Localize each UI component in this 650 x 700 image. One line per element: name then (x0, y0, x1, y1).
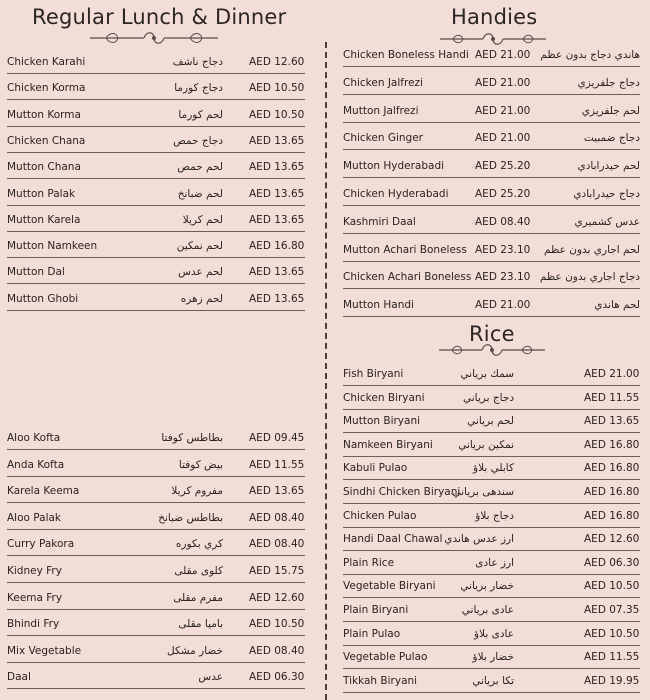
row-underline (343, 385, 640, 386)
item-name: Vegetable Biryani (343, 580, 436, 593)
row-underline (343, 621, 640, 622)
item-name-arabic: عدس كشميري (574, 215, 640, 228)
list-item (343, 390, 640, 410)
list-item (343, 508, 640, 528)
item-name-arabic: لحم زهره (180, 292, 223, 305)
item-price: AED 11.55 (584, 651, 640, 664)
item-name: Handi Daal Chawal (343, 533, 443, 546)
item-name: Mutton Achari Boneless (343, 243, 467, 256)
item-name-arabic: دجاج حيدرابادي (573, 188, 640, 200)
item-price: AED 13.65 (249, 187, 305, 200)
row-underline (7, 476, 305, 477)
row-underline (343, 122, 640, 123)
row-underline (343, 456, 640, 457)
item-price: AED 21.00 (475, 299, 531, 312)
item-price: AED 16.80 (584, 462, 640, 475)
item-name: Plain Biryani (343, 604, 409, 616)
item-name: Chicken Achari Boneless (343, 271, 472, 284)
item-name: Fish Biryani (343, 368, 404, 380)
item-name: Mutton Dal (7, 266, 65, 279)
item-price: AED 12.60 (249, 56, 305, 68)
title-ornament-icon (436, 341, 548, 359)
list-item (7, 212, 305, 232)
item-name: Kabuli Pulao (343, 462, 408, 475)
item-price: AED 10.50 (584, 580, 640, 593)
item-name-arabic: عادى برياني (461, 604, 514, 616)
item-name-arabic: خضار برياني (460, 580, 514, 593)
row-underline (343, 432, 640, 433)
row-underline (343, 527, 640, 528)
item-price: AED 08.40 (249, 538, 305, 551)
item-price: AED 21.00 (475, 76, 531, 89)
item-price: AED 13.65 (249, 485, 305, 498)
item-name: Namkeen Biryani (343, 438, 433, 451)
row-underline (343, 503, 640, 504)
row-underline (343, 550, 640, 551)
item-price: AED 16.80 (249, 240, 305, 253)
item-name-arabic: دجاج ضمبيت (583, 132, 640, 145)
item-price: AED 13.65 (584, 415, 640, 428)
row-underline (343, 409, 640, 410)
list-item (7, 291, 305, 311)
item-price: AED 25.20 (475, 188, 531, 200)
list-item (7, 536, 305, 556)
row-underline (7, 609, 305, 610)
item-price: AED 16.80 (584, 438, 640, 451)
item-name-arabic: بطاطس ضبانخ (158, 511, 223, 524)
row-underline (7, 152, 305, 153)
item-price: AED 15.75 (249, 565, 305, 577)
item-name-arabic: هاندي دجاج بدون عظم (540, 49, 640, 61)
item-name: Karela Keema (7, 485, 80, 498)
item-name-arabic: خضار بلاؤ (472, 651, 514, 664)
list-item (7, 510, 305, 530)
row-underline (7, 582, 305, 583)
list-item (7, 483, 305, 503)
item-name-arabic: خضار مشكل (167, 644, 223, 657)
row-underline (7, 257, 305, 258)
list-item (7, 563, 305, 583)
list-item (343, 366, 640, 386)
list-item (7, 616, 305, 636)
list-item (7, 430, 305, 450)
list-item (7, 186, 305, 206)
row-underline (7, 73, 305, 74)
item-name: Keema Fry (7, 591, 63, 604)
list-item (343, 242, 640, 262)
row-underline (343, 233, 640, 234)
item-price: AED 07.35 (584, 604, 640, 616)
row-underline (343, 94, 640, 95)
item-price: AED 13.65 (249, 213, 305, 226)
list-item (343, 555, 640, 575)
item-name: Mutton Chana (7, 161, 81, 174)
item-name: Chicken Hyderabadi (343, 188, 449, 200)
item-price: AED 23.10 (475, 271, 531, 284)
list-item (343, 158, 640, 178)
item-name-arabic: تكا برياني (472, 674, 514, 687)
title-ornament-icon (86, 28, 222, 48)
list-item (343, 484, 640, 504)
item-name: Tikkah Biryani (343, 674, 418, 687)
item-name: Aloo Palak (7, 511, 62, 524)
row-underline (343, 177, 640, 178)
row-underline (343, 668, 640, 669)
row-underline (343, 149, 640, 150)
item-name: Plain Pulao (343, 627, 401, 640)
item-name-arabic: دجاج برياني (463, 391, 514, 404)
item-name: Chicken Ginger (343, 132, 423, 145)
item-price: AED 21.00 (584, 368, 640, 380)
row-underline (7, 178, 305, 179)
title-ornament-icon (437, 30, 549, 48)
row-underline (7, 529, 305, 530)
item-name: Mutton Biryani (343, 415, 421, 428)
item-name: Bhindi Fry (7, 618, 60, 631)
list-item (343, 437, 640, 457)
list-item (7, 264, 305, 284)
list-item (7, 54, 305, 74)
item-price: AED 19.95 (584, 674, 640, 687)
list-item (343, 75, 640, 95)
list-item (343, 47, 640, 67)
item-price: AED 12.60 (584, 533, 640, 546)
item-name-arabic: دجاج كورما (174, 82, 223, 95)
row-underline (7, 231, 305, 232)
list-item (7, 80, 305, 100)
item-name-arabic: ارز عادى (475, 556, 514, 569)
item-name-arabic: بطاطس كوفتا (161, 432, 223, 444)
item-name: Chicken Korma (7, 82, 86, 95)
item-price: AED 09.45 (249, 432, 305, 444)
list-item (343, 460, 640, 480)
item-name: Vegetable Pulao (343, 651, 428, 664)
item-name-arabic: سمك برياني (460, 368, 514, 380)
regular-section-title: Regular Lunch & Dinner (32, 5, 287, 29)
item-name-arabic: ارز عدس هاندي (444, 533, 514, 546)
item-name-arabic: عادى بلاؤ (474, 627, 514, 640)
list-item (7, 590, 305, 610)
row-underline (343, 574, 640, 575)
item-name-arabic: كابلي بلاؤ (473, 462, 514, 475)
item-name: Mutton Hyderabadi (343, 160, 445, 173)
item-name: Sindhi Chicken Biryani (343, 486, 461, 498)
item-name-arabic: لحم ضبانخ (177, 187, 223, 200)
row-underline (7, 502, 305, 503)
item-name-arabic: دجاج حمص (173, 134, 223, 147)
item-price: AED 25.20 (475, 160, 531, 173)
row-underline (7, 555, 305, 556)
item-name-arabic: سندهى برياني (452, 486, 514, 498)
item-name-arabic: كري بكوره (175, 538, 223, 551)
list-item (343, 103, 640, 123)
item-name: Mix Vegetable (7, 644, 82, 657)
item-name-arabic: دجاج ناشف (172, 56, 223, 68)
item-name-arabic: لحم جلفريزي (581, 104, 640, 117)
row-underline (343, 645, 640, 646)
item-price: AED 21.00 (475, 104, 531, 117)
row-underline (343, 692, 640, 693)
list-item (343, 649, 640, 669)
item-price: AED 08.40 (249, 644, 305, 657)
row-underline (343, 66, 640, 67)
item-name-arabic: لحم برياني (467, 415, 514, 428)
row-underline (7, 283, 305, 284)
item-name: Aloo Kofta (7, 432, 61, 444)
item-name: Mutton Korma (7, 108, 81, 121)
item-name-arabic: بيض كوفتا (178, 458, 223, 471)
list-item (343, 602, 640, 622)
item-name: Daal (7, 671, 31, 684)
list-item (343, 578, 640, 598)
item-name: Mutton Handi (343, 299, 414, 312)
item-price: AED 10.50 (249, 618, 305, 631)
list-item (343, 214, 640, 234)
row-underline (343, 597, 640, 598)
list-item (7, 669, 305, 689)
row-underline (7, 126, 305, 127)
handies-section-title: Handies (451, 5, 538, 29)
item-price: AED 13.65 (249, 292, 305, 305)
item-name: Kashmiri Daal (343, 215, 416, 228)
item-name-arabic: لحم حيدرابادي (577, 160, 640, 173)
item-name-arabic: عدس (198, 671, 223, 684)
item-price: AED 06.30 (584, 556, 640, 569)
row-underline (7, 449, 305, 450)
item-name-arabic: لحم حمص (177, 161, 223, 174)
list-item (343, 269, 640, 289)
item-name-arabic: مفروم كريلا (171, 485, 223, 498)
row-underline (343, 316, 640, 317)
item-name: Mutton Palak (7, 187, 76, 200)
item-name-arabic: دجاج بلاؤ (475, 509, 514, 522)
row-underline (7, 662, 305, 663)
item-name-arabic: مفرم مقلى (173, 591, 223, 604)
item-name-arabic: كلوى مقلى (174, 565, 223, 577)
column-divider (325, 42, 327, 700)
item-price: AED 10.50 (249, 82, 305, 95)
item-name: Chicken Boneless Handi (343, 49, 469, 61)
row-underline (343, 479, 640, 480)
item-name-arabic: دجاج جلفريزي (577, 76, 640, 89)
item-price: AED 10.50 (584, 627, 640, 640)
item-name: Mutton Jalfrezi (343, 104, 419, 117)
item-price: AED 21.00 (475, 132, 531, 145)
list-item (343, 130, 640, 150)
item-price: AED 13.65 (249, 161, 305, 174)
list-item (343, 413, 640, 433)
row-underline (7, 635, 305, 636)
row-underline (7, 688, 305, 689)
item-name-arabic: دجاج اجاري بدون عظم (539, 271, 640, 284)
item-name: Plain Rice (343, 556, 395, 569)
item-price: AED 13.65 (249, 134, 305, 147)
item-price: AED 10.50 (249, 108, 305, 121)
row-underline (7, 205, 305, 206)
item-name-arabic: لحم هاندي (594, 299, 640, 312)
list-item (7, 457, 305, 477)
item-name: Mutton Ghobi (7, 292, 79, 305)
row-underline (343, 288, 640, 289)
item-name: Chicken Chana (7, 134, 86, 147)
item-price: AED 08.40 (249, 511, 305, 524)
item-price: AED 12.60 (249, 591, 305, 604)
item-price: AED 13.65 (249, 266, 305, 279)
list-item (7, 238, 305, 258)
item-price: AED 16.80 (584, 486, 640, 498)
list-item (343, 186, 640, 206)
item-name: Kidney Fry (7, 565, 62, 577)
list-item (7, 159, 305, 179)
list-item (343, 531, 640, 551)
item-price: AED 23.10 (475, 243, 531, 256)
list-item (343, 626, 640, 646)
item-price: AED 16.80 (584, 509, 640, 522)
item-name: Mutton Namkeen (7, 240, 98, 253)
item-name: Chicken Biryani (343, 391, 425, 404)
list-item (7, 643, 305, 663)
row-underline (343, 205, 640, 206)
item-name: Curry Pakora (7, 538, 75, 551)
list-item (7, 133, 305, 153)
row-underline (343, 261, 640, 262)
item-name: Anda Kofta (7, 458, 65, 471)
item-name-arabic: نمكين برياني (458, 438, 514, 451)
item-name-arabic: لحم كريلا (182, 213, 223, 226)
item-name: Mutton Karela (7, 213, 81, 226)
item-name-arabic: لحم عدس (178, 266, 223, 279)
list-item (343, 297, 640, 317)
rice-section-title: Rice (469, 322, 515, 346)
item-name-arabic: لحم نمكين (176, 240, 223, 253)
item-name-arabic: لحم اجاري بدون عظم (544, 243, 640, 256)
list-item (7, 107, 305, 127)
item-name-arabic: لحم كورما (178, 108, 223, 121)
item-price: AED 11.55 (249, 458, 305, 471)
list-item (343, 673, 640, 693)
item-price: AED 06.30 (249, 671, 305, 684)
item-name: Chicken Pulao (343, 509, 417, 522)
row-underline (7, 99, 305, 100)
item-price: AED 21.00 (475, 49, 531, 61)
item-name-arabic: باميا مقلى (178, 618, 223, 631)
row-underline (7, 310, 305, 311)
item-name: Chicken Jalfrezi (343, 76, 423, 89)
item-price: AED 11.55 (584, 391, 640, 404)
item-price: AED 08.40 (475, 215, 531, 228)
item-name: Chicken Karahi (7, 56, 86, 68)
